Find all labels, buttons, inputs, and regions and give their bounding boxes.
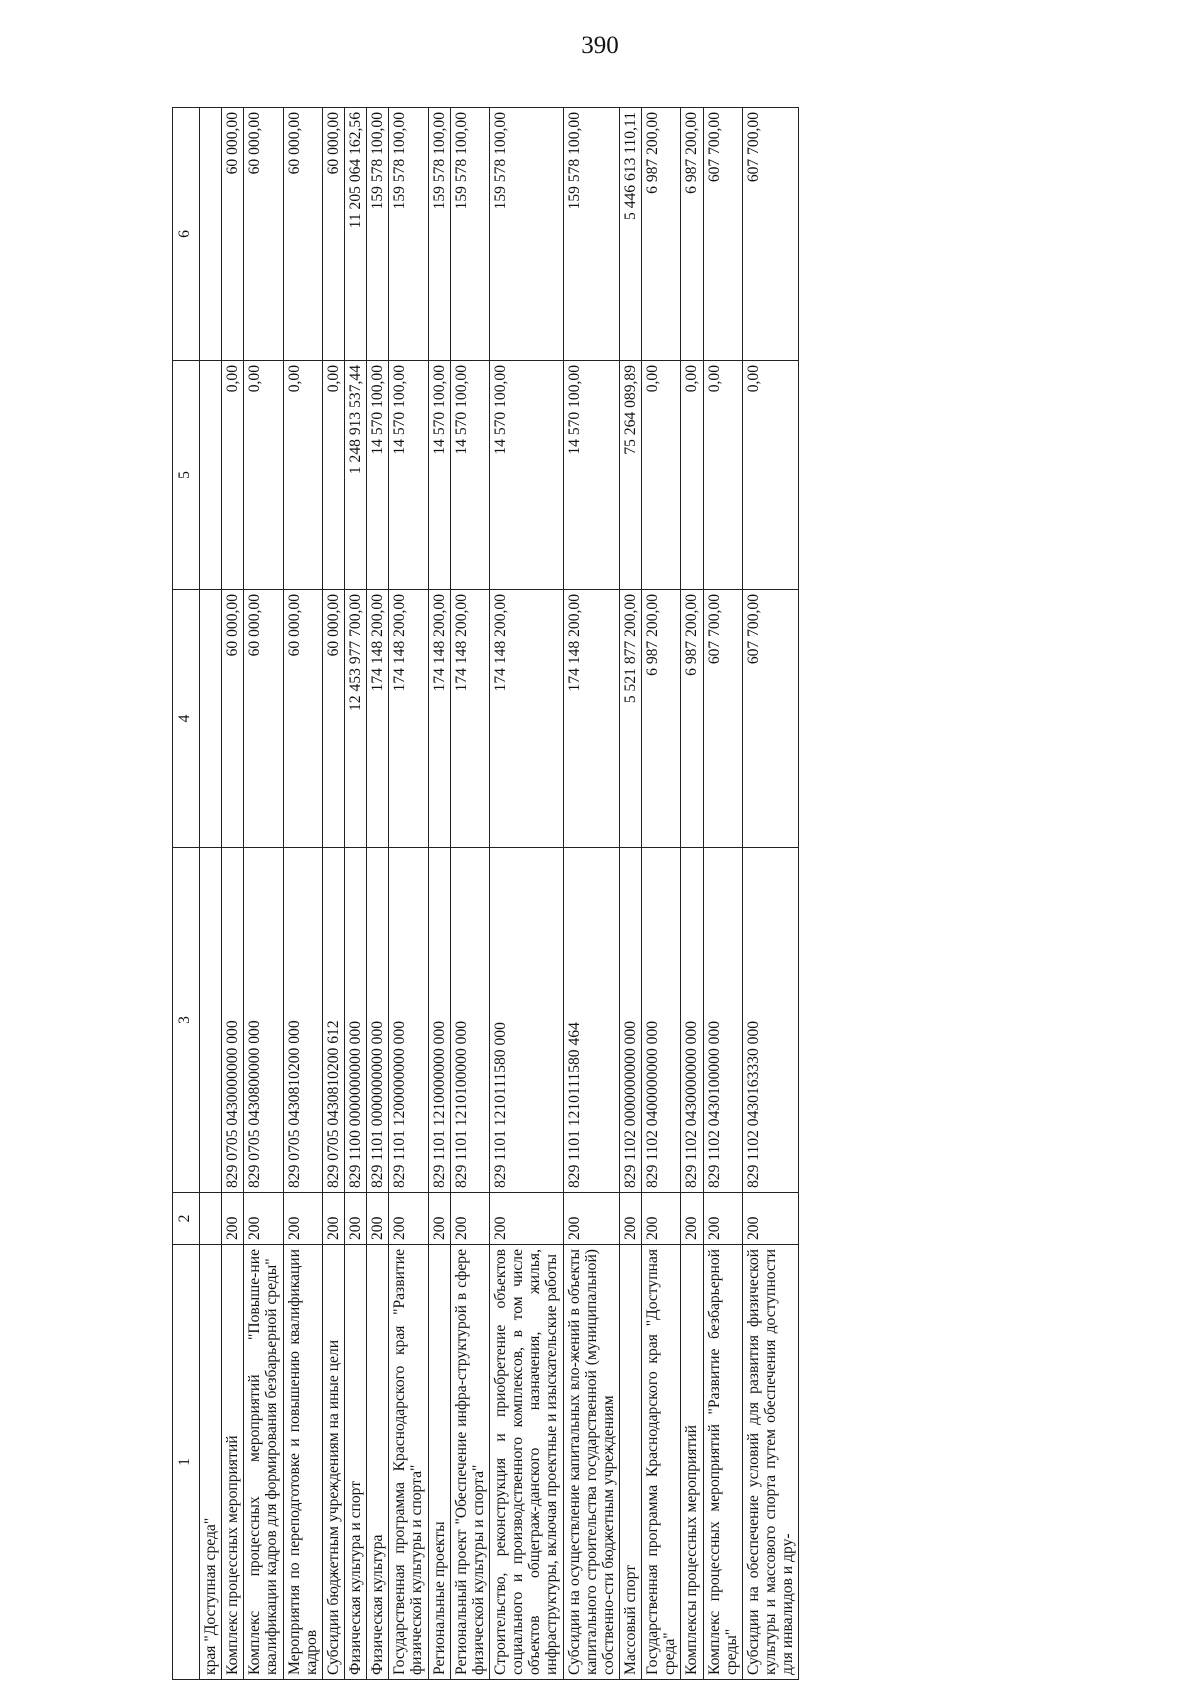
row-code-cell: 200 [563,1193,619,1245]
row-amount-cell: 607 700,00 [742,590,798,848]
row-description-cell: Физическая культура и спорт [344,1245,366,1680]
row-amount-cell: 60 000,00 [283,108,322,361]
row-code-cell: 200 [367,1193,389,1245]
row-amount-cell: 174 148 200,00 [489,590,563,848]
row-classification-cell: 829 1101 1210111580 000 [489,848,563,1193]
row-classification-cell: 829 1101 1200000000 000 [389,848,428,1193]
row-amount-cell: 11 205 064 162,56 [344,108,366,361]
row-amount-cell: 0,00 [222,361,244,590]
table-row [642,108,681,1680]
row-amount-cell: 174 148 200,00 [367,590,389,848]
row-amount-cell: 75 264 089,89 [619,361,641,590]
table-row [619,108,641,1680]
table-row [322,108,344,1680]
row-amount-cell: 0,00 [703,361,742,590]
table-row [367,108,389,1680]
rotated-table-container [172,108,998,1680]
row-classification-cell: 829 1100 0000000000 000 [344,848,366,1193]
row-description-cell: Субсидии на обеспечение условий для развития физической культуры и массового спорта путем обеспечения доступности для инвалидов и дру- [742,1245,798,1680]
row-code-cell: 200 [244,1193,283,1245]
row-amount-cell: 0,00 [322,361,344,590]
row-amount-cell: 0,00 [681,361,703,590]
row-description-cell: края "Доступная среда" [200,1245,222,1680]
row-classification-cell: 829 0705 0430810200 000 [283,848,322,1193]
row-amount-cell: 14 570 100,00 [489,361,563,590]
row-amount-cell: 0,00 [283,361,322,590]
row-amount-cell: 60 000,00 [222,108,244,361]
row-amount-cell: 60 000,00 [222,590,244,848]
row-code-cell: 200 [619,1193,641,1245]
row-description-cell: Мероприятия по переподготовке и повышению квалификации кадров [283,1245,322,1680]
row-classification-cell [200,848,222,1193]
row-classification-cell: 829 0705 0430000000 000 [222,848,244,1193]
header-cell: 1 [173,1245,200,1680]
table-row [389,108,428,1680]
row-amount-cell: 60 000,00 [322,108,344,361]
table-row [703,108,742,1680]
row-code-cell: 200 [222,1193,244,1245]
row-classification-cell: 829 1102 0430163330 000 [742,848,798,1193]
row-description-cell: Строительство, реконструкция и приобретение объектов социального и производственного комплексов, в том числе объектов общеграж-данского назначения, жилья, инфраструктуры, включая проектные и изыскательские работы [489,1245,563,1680]
row-amount-cell: 174 148 200,00 [428,590,450,848]
row-amount-cell: 159 578 100,00 [367,108,389,361]
row-amount-cell: 0,00 [244,361,283,590]
row-description-cell: Комплексы процессных мероприятий [681,1245,703,1680]
row-amount-cell [200,108,222,361]
row-amount-cell: 174 148 200,00 [389,590,428,848]
row-code-cell: 200 [742,1193,798,1245]
table-row [681,108,703,1680]
row-classification-cell: 829 1102 0000000000 000 [619,848,641,1193]
row-amount-cell: 6 987 200,00 [642,108,681,361]
table-row [450,108,489,1680]
row-classification-cell: 829 1102 0430100000 000 [703,848,742,1193]
header-cell: 4 [173,590,200,848]
row-description-cell: Государственная программа Краснодарского края "Доступная среда" [642,1245,681,1680]
row-code-cell: 200 [450,1193,489,1245]
table-row [742,108,798,1680]
row-amount-cell: 60 000,00 [244,108,283,361]
row-description-cell: Физическая культура [367,1245,389,1680]
table-row [222,108,244,1680]
row-description-cell: Комплекс процессных мероприятий "Развитие безбарьерной среды" [703,1245,742,1680]
row-amount-cell: 6 987 200,00 [681,108,703,361]
row-description-cell: Массовый спорт [619,1245,641,1680]
row-description-cell: Комплекс процессных мероприятий "Повыше-ние квалификации кадров для формирования безбарьерной среды" [244,1245,283,1680]
page-number: 390 [581,32,619,59]
row-code-cell [200,1193,222,1245]
row-code-cell: 200 [283,1193,322,1245]
table-row [563,108,619,1680]
table-row [244,108,283,1680]
row-code-cell: 200 [322,1193,344,1245]
row-code-cell: 200 [642,1193,681,1245]
row-amount-cell: 5 521 877 200,00 [619,590,641,848]
header-cell: 2 [173,1193,200,1245]
table-header-row [173,108,200,1680]
row-amount-cell [200,590,222,848]
row-amount-cell: 174 148 200,00 [450,590,489,848]
header-cell: 5 [173,361,200,590]
row-amount-cell: 607 700,00 [703,590,742,848]
row-classification-cell: 829 1102 0430000000 000 [681,848,703,1193]
row-amount-cell: 159 578 100,00 [563,108,619,361]
row-amount-cell: 607 700,00 [703,108,742,361]
row-description-cell: Региональный проект "Обеспечение инфра-структурой в сфере физической культуры и спорта" [450,1245,489,1680]
row-amount-cell [200,361,222,590]
row-description-cell: Субсидии бюджетным учреждениям на иные цели [322,1245,344,1680]
row-code-cell: 200 [489,1193,563,1245]
table-row [428,108,450,1680]
row-amount-cell: 0,00 [742,361,798,590]
table-row [489,108,563,1680]
row-amount-cell: 60 000,00 [322,590,344,848]
row-amount-cell: 174 148 200,00 [563,590,619,848]
row-code-cell: 200 [703,1193,742,1245]
row-amount-cell: 607 700,00 [742,108,798,361]
row-amount-cell: 159 578 100,00 [489,108,563,361]
row-amount-cell: 159 578 100,00 [428,108,450,361]
header-cell: 6 [173,108,200,361]
row-code-cell: 200 [389,1193,428,1245]
row-description-cell: Комплекс процессных мероприятий [222,1245,244,1680]
row-amount-cell: 14 570 100,00 [367,361,389,590]
row-amount-cell: 60 000,00 [283,590,322,848]
budget-table [172,107,799,1680]
row-code-cell: 200 [428,1193,450,1245]
row-description-cell: Региональные проекты [428,1245,450,1680]
row-amount-cell: 1 248 913 537,44 [344,361,366,590]
row-classification-cell: 829 0705 0430810200 612 [322,848,344,1193]
row-amount-cell: 159 578 100,00 [389,108,428,361]
row-classification-cell: 829 1101 1210100000 000 [450,848,489,1193]
row-amount-cell: 14 570 100,00 [450,361,489,590]
row-amount-cell: 14 570 100,00 [389,361,428,590]
row-amount-cell: 12 453 977 700,00 [344,590,366,848]
row-amount-cell: 60 000,00 [244,590,283,848]
header-cell: 3 [173,848,200,1193]
row-classification-cell: 829 1101 0000000000 000 [367,848,389,1193]
row-classification-cell: 829 1101 1210111580 464 [563,848,619,1193]
row-amount-cell: 159 578 100,00 [450,108,489,361]
row-code-cell: 200 [344,1193,366,1245]
row-amount-cell: 6 987 200,00 [681,590,703,848]
table-row [344,108,366,1680]
row-amount-cell: 14 570 100,00 [563,361,619,590]
row-classification-cell: 829 1101 1210000000 000 [428,848,450,1193]
row-code-cell: 200 [681,1193,703,1245]
row-amount-cell: 5 446 613 110,11 [619,108,641,361]
row-amount-cell: 14 570 100,00 [428,361,450,590]
row-description-cell: Субсидии на осуществление капитальных вло-жений в объекты капитального строительства государственной (муниципальной) собственно-сти бюджетным учреждениям [563,1245,619,1680]
row-description-cell: Государственная программа Краснодарского края "Развитие физической культуры и спорта" [389,1245,428,1680]
row-classification-cell: 829 0705 0430800000 000 [244,848,283,1193]
row-classification-cell: 829 1102 0400000000 000 [642,848,681,1193]
row-amount-cell: 0,00 [642,361,681,590]
row-amount-cell: 6 987 200,00 [642,590,681,848]
table-row [283,108,322,1680]
table-row [200,108,222,1680]
